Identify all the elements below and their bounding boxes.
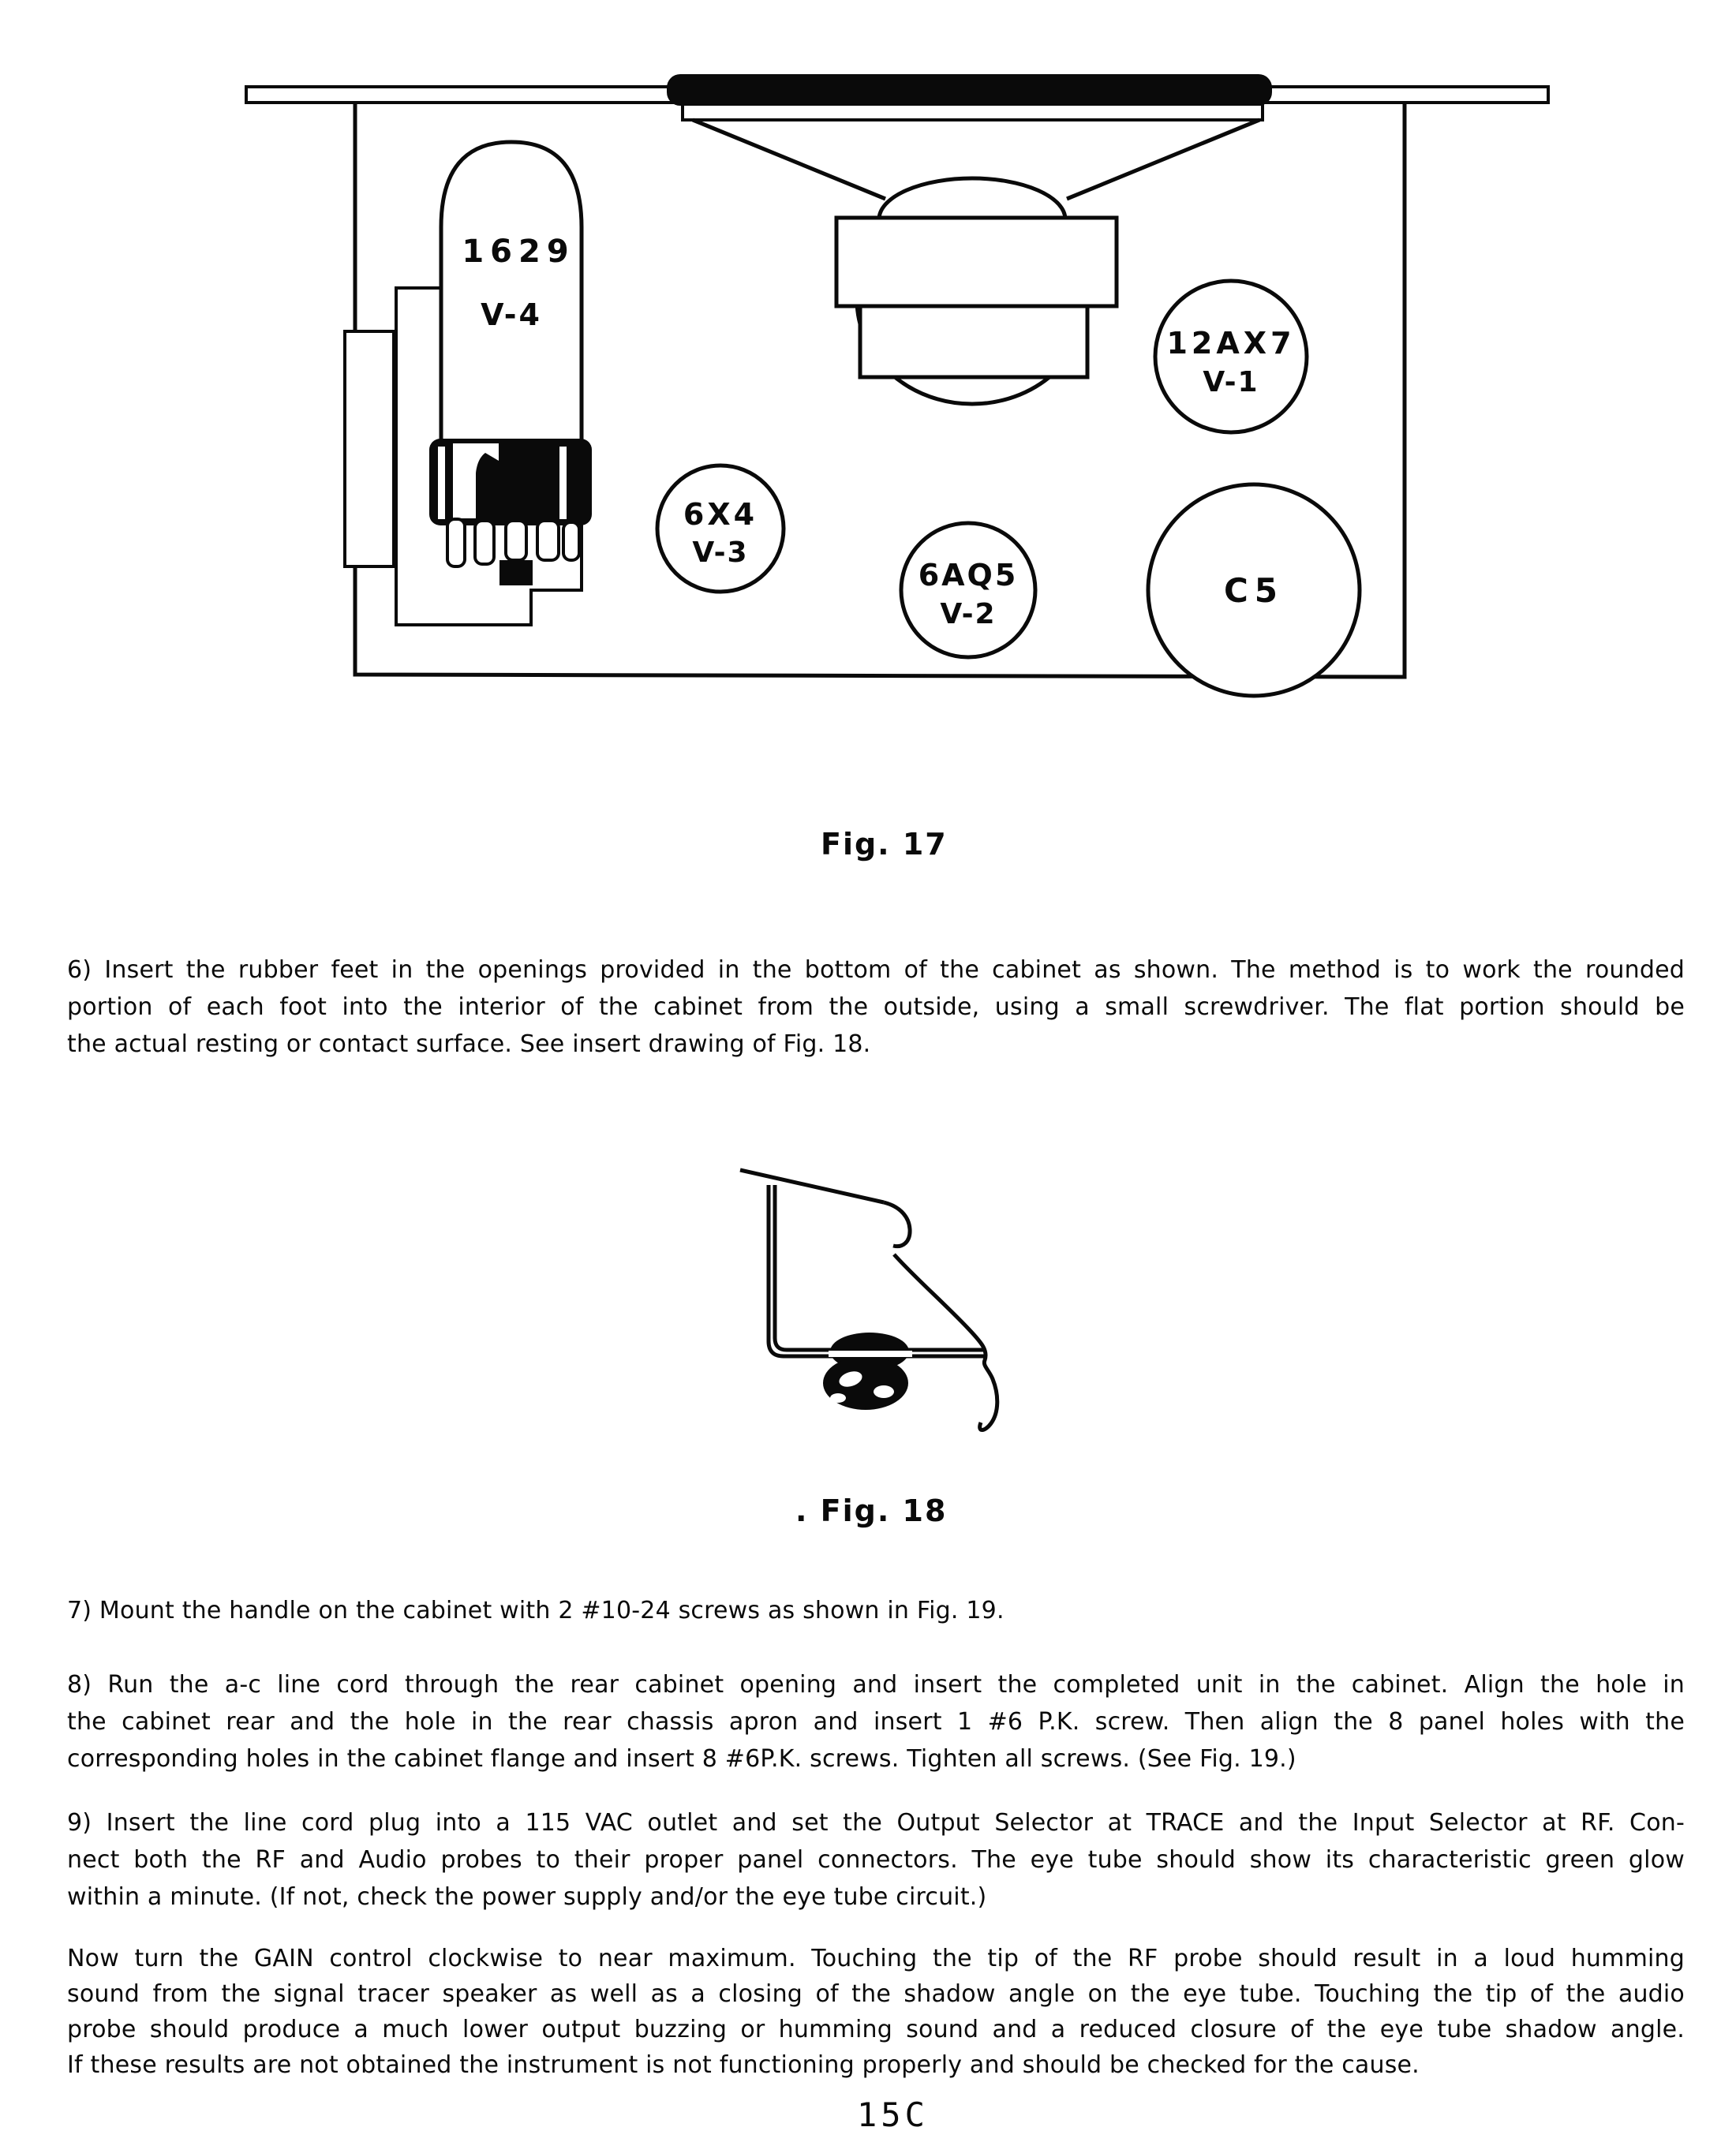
v4-type-label: 1629 <box>462 234 575 270</box>
v4-socket-slot-left <box>438 447 445 519</box>
v3-type-label: 6X4 <box>683 497 758 532</box>
v1-type-label: 12AX7 <box>1166 326 1296 361</box>
v1-name-label: V-1 <box>1203 366 1259 398</box>
rubber-foot <box>823 1333 912 1410</box>
text-line: Now turn the GAIN control clockwise to near maximum. Touching the tip of the RF probe should result in a loud humming <box>67 1945 1685 1972</box>
v4-pin-black <box>499 560 533 585</box>
paragraph-closing-note <box>67 1941 1685 2083</box>
text-line: 6) Insert the rubber feet in the openings provided in the bottom of the cabinet as shown. The method is to work the rounded <box>67 956 1685 984</box>
text-line: the actual resting or contact surface. See insert drawing of Fig. 18. <box>67 1030 871 1058</box>
fig17-caption: Fig. 17 <box>821 827 948 862</box>
paragraph-step-8 <box>67 1666 1685 1778</box>
speaker-frame <box>683 104 1263 120</box>
speaker-flange-bar <box>667 74 1272 106</box>
paragraph-step-9 <box>67 1804 1685 1916</box>
text-line: 7) Mount the handle on the cabinet with 2 #10-24 screws as shown in Fig. 19. <box>67 1597 1005 1624</box>
cabinet-wall-inner <box>775 1185 984 1350</box>
cabinet-edge-curl <box>884 1202 910 1247</box>
v2-name-label: V-2 <box>940 598 997 630</box>
text-line: sound from the signal tracer speaker as well as a closing of the shadow angle on the eye tube. Touching the tip of the audio <box>67 1980 1685 2008</box>
v3-name-label: V-3 <box>692 536 749 569</box>
text-line: probe should produce a much lower output buzzing or humming sound and a reduced closure of the eye tube shadow angle. <box>67 2016 1685 2043</box>
page-number: 15C <box>857 2095 929 2134</box>
v4-name-label: V-4 <box>481 297 542 332</box>
speaker-cone-right <box>1067 120 1259 199</box>
v4-socket-slot-right <box>559 447 567 519</box>
speaker-magnet-lower <box>860 306 1087 377</box>
speaker-dust-cap <box>879 178 1065 219</box>
v2-type-label: 6AQ5 <box>918 558 1019 593</box>
fig18-foot-diagram <box>710 1152 1026 1444</box>
cabinet-top-edge <box>740 1170 884 1202</box>
text-line: nect both the RF and Audio probes to their proper panel connectors. The eye tube should show its characteristic green glow <box>67 1846 1685 1874</box>
cabinet-wall-outer <box>769 1185 984 1356</box>
text-line: 8) Run the a-c line cord through the rear cabinet opening and insert the completed unit in the cabinet. Align the hole in <box>67 1671 1685 1699</box>
fig17-chassis-diagram <box>0 0 1736 750</box>
text-line: 9) Insert the line cord plug into a 115 VAC outlet and set the Output Selector at TRACE and the Input Selector at RF. Con- <box>67 1809 1685 1837</box>
paragraph-step-6 <box>67 951 1685 1063</box>
speaker-cone-left <box>693 120 885 199</box>
text-line: If these results are not obtained the instrument is not functioning properly and should be checked for the cause. <box>67 2051 1420 2079</box>
speaker-magnet-upper <box>836 218 1117 306</box>
paragraph-step-7 <box>67 1592 1685 1629</box>
v4-bracket-flange <box>345 331 394 566</box>
text-line: the cabinet rear and the hole in the rear chassis apron and insert 1 #6 P.K. screw. Then align the 8 panel holes with the <box>67 1708 1685 1736</box>
cabinet-profile-curve <box>894 1254 997 1430</box>
c5-label: C5 <box>1223 571 1285 610</box>
text-line: portion of each foot into the interior of the cabinet from the outside, using a small screwdriver. The flat portion should be <box>67 993 1685 1021</box>
text-line: within a minute. (If not, check the power supply and/or the eye tube circuit.) <box>67 1883 987 1911</box>
fig18-caption: . Fig. 18 <box>795 1493 948 1528</box>
text-line: corresponding holes in the cabinet flange and insert 8 #6P.K. screws. Tighten all screws. (See Fig. 19.) <box>67 1745 1296 1773</box>
